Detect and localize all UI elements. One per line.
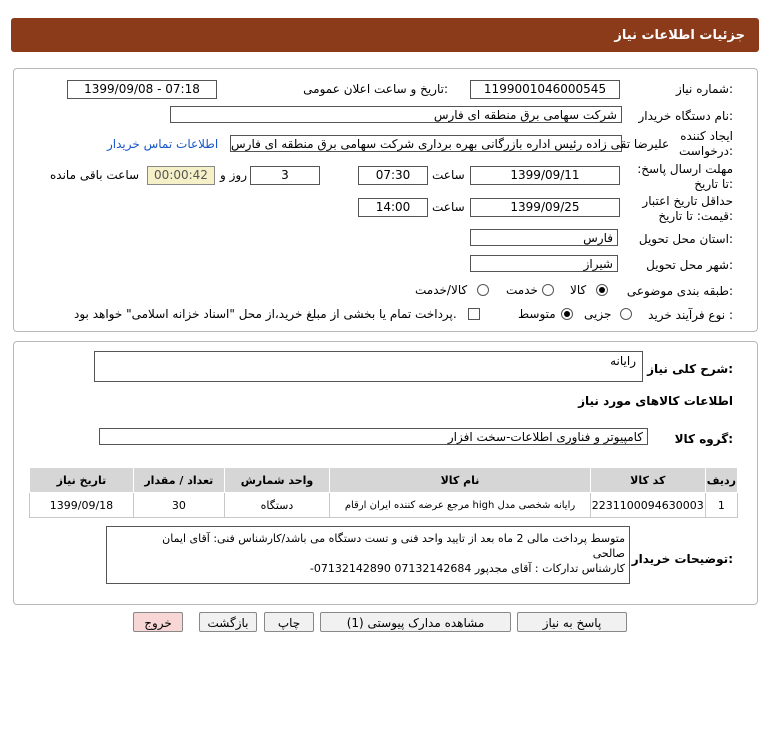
cell-date: 1399/09/18 xyxy=(30,493,134,518)
treasury-payment-note: پرداخت تمام یا بخشی از مبلغ خرید،از محل "اسناد خزانه اسلامی" خواهد بود. xyxy=(74,307,457,321)
summary-label: شرح کلی نیاز: xyxy=(647,362,733,376)
creator-field: علیرضا تقی زاده رئیس اداره بازرگانی بهره برداری شرکت سهامی برق منطقه ای فارس xyxy=(231,137,670,151)
goods-group-field: کامپیوتر و فناوری اطلاعات-سخت افزار xyxy=(99,428,648,445)
exit-button[interactable]: خروج xyxy=(133,612,183,632)
page-title: جزئیات اطلاعات نیاز xyxy=(614,28,745,43)
page-header xyxy=(11,18,759,52)
city-label: شهر محل تحویل: xyxy=(646,258,733,272)
cell-code: 2231100094630003 xyxy=(590,493,705,518)
buyer-notes-field xyxy=(106,526,630,584)
category-option-goods: کالا xyxy=(570,283,587,297)
process-radio-minor[interactable] xyxy=(620,308,632,320)
goods-table xyxy=(29,467,738,518)
process-label: نوع فرآیند خرید : xyxy=(648,308,733,322)
province-label: استان محل تحویل: xyxy=(638,232,733,246)
city-field: شیراز xyxy=(470,255,618,272)
cell-qty: 30 xyxy=(133,493,224,518)
remaining-time-field: 00:00:42 xyxy=(147,166,215,185)
deadline-label: مهلت ارسال پاسخ: تا تاریخ: xyxy=(637,162,733,191)
announce-label: تاریخ و ساعت اعلان عمومی: xyxy=(303,82,448,96)
validity-time-field: 14:00 xyxy=(358,198,428,217)
buyer-notes-line-2: صالحی xyxy=(592,547,625,560)
print-button[interactable]: چاپ xyxy=(264,612,314,632)
goods-info-title: اطلاعات کالاهای مورد نیاز xyxy=(578,394,733,408)
remaining-label: ساعت باقی مانده xyxy=(50,168,140,182)
deadline-date-field: 1399/09/11 xyxy=(470,166,620,185)
province-field: فارس xyxy=(470,229,618,246)
buyer-notes-label: توضیحات خریدار: xyxy=(631,552,733,566)
days-field: 3 xyxy=(250,166,320,185)
buyer-notes-line-3: -07132142890 کارشناس تدارکات : آقای مجدپور 07132142684 xyxy=(309,562,625,575)
category-radio-goods[interactable] xyxy=(596,284,608,296)
category-radio-goods-service[interactable] xyxy=(477,284,489,296)
process-option-medium: متوسط xyxy=(518,307,556,321)
cell-name: رایانه شخصی مدل high مرجع عرضه کننده ایران ارقام xyxy=(330,493,591,518)
col-date: تاریخ نیاز xyxy=(30,468,134,493)
col-name: نام کالا xyxy=(330,468,591,493)
goods-table-header xyxy=(30,468,738,493)
treasury-payment-checkbox[interactable] xyxy=(468,308,480,320)
buyer-contact-link[interactable]: اطلاعات تماس خریدار xyxy=(107,137,219,151)
validity-hour-label: ساعت xyxy=(432,200,465,214)
reply-button[interactable]: پاسخ به نیاز xyxy=(517,612,627,632)
need-number-field: 1199001046000545 xyxy=(470,80,620,99)
validity-date-field: 1399/09/25 xyxy=(470,198,620,217)
col-code: کد کالا xyxy=(590,468,705,493)
attachments-button[interactable]: مشاهده مدارک پیوستی (1) xyxy=(320,612,511,632)
goods-group-label: گروه کالا: xyxy=(674,432,733,446)
cell-row: 1 xyxy=(705,493,737,518)
buyer-notes-line-1: متوسط پرداخت مالی 2 ماه بعد از تایید واحد فنی و تست دستگاه می باشد/کارشناس فنی: آقای ایمان xyxy=(162,532,625,545)
col-row: ردیف xyxy=(705,468,737,493)
days-label: روز و xyxy=(220,168,247,182)
process-radio-medium[interactable] xyxy=(561,308,573,320)
col-unit: واحد شمارش xyxy=(224,468,329,493)
summary-field xyxy=(94,351,643,382)
process-option-minor: جزیی xyxy=(584,307,612,321)
table-row xyxy=(30,493,738,518)
need-number-label: شماره نیاز: xyxy=(675,82,733,96)
deadline-hour-label: ساعت xyxy=(432,168,465,182)
cell-unit: دستگاه xyxy=(224,493,329,518)
category-label: طبقه بندی موضوعی: xyxy=(626,284,733,298)
validity-label: حداقل تاریخ اعتبار قیمت: تا تاریخ: xyxy=(642,194,733,223)
category-option-service: خدمت xyxy=(506,283,538,297)
summary-value: رایانه xyxy=(610,354,636,368)
creator-label: ایجاد کننده درخواست: xyxy=(679,129,733,158)
deadline-time-field: 07:30 xyxy=(358,166,428,185)
buyer-label: نام دستگاه خریدار: xyxy=(638,109,733,123)
announce-field: 1399/09/08 - 07:18 xyxy=(67,80,217,99)
buyer-field: شرکت سهامی برق منطقه ای فارس xyxy=(170,106,622,123)
back-button[interactable]: بازگشت xyxy=(199,612,257,632)
category-option-goods-service: کالا/خدمت xyxy=(415,283,468,297)
col-qty: تعداد / مقدار xyxy=(133,468,224,493)
category-radio-service[interactable] xyxy=(542,284,554,296)
